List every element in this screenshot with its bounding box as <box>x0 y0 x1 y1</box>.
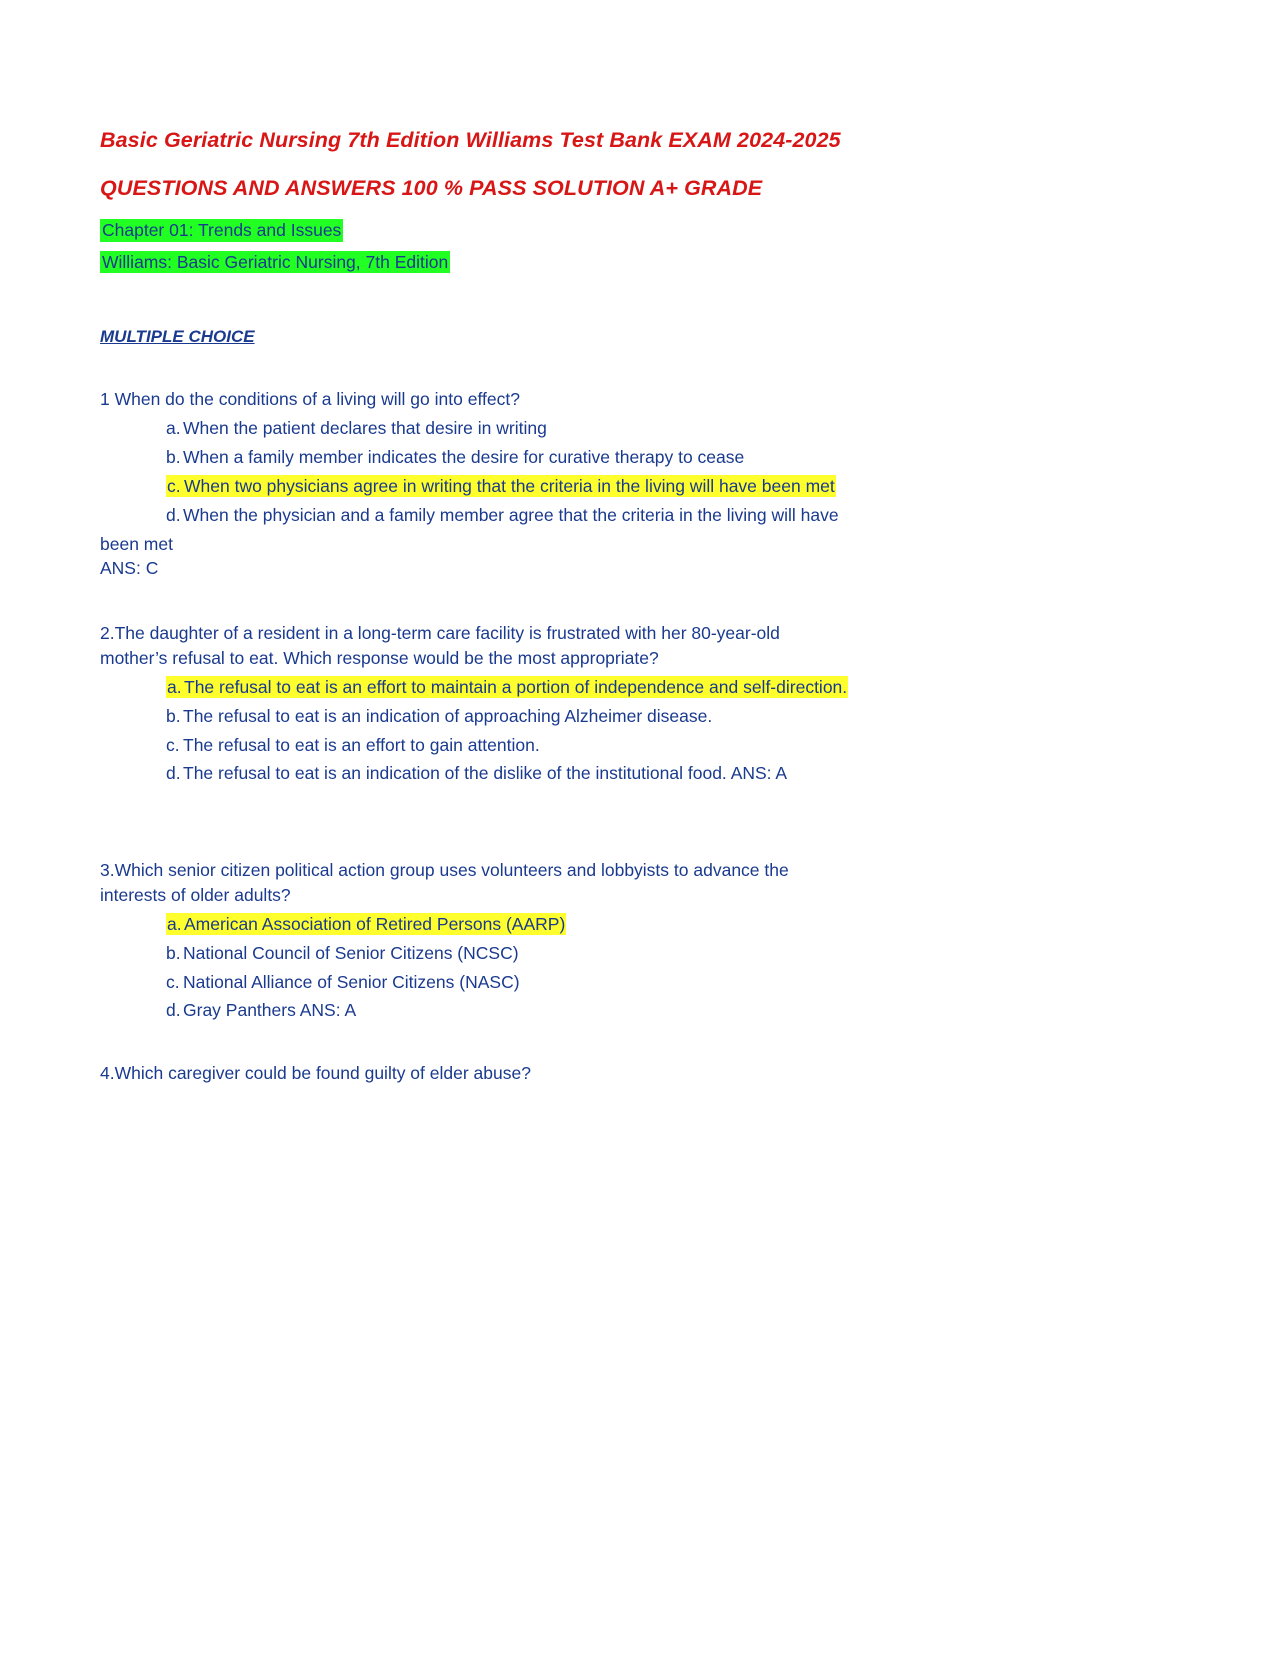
choice-continuation: been met <box>100 533 173 554</box>
choice-option <box>100 445 1180 470</box>
choice-letter: c. <box>166 734 180 755</box>
choice-option <box>100 941 1180 966</box>
question-stem-line-1: 3.Which senior citizen political action group uses volunteers and lobbyists to advance the <box>100 860 789 881</box>
choice-option <box>100 503 1180 528</box>
section-label-multiple-choice: MULTIPLE CHOICE <box>100 327 255 347</box>
book-edition-row <box>100 251 1180 274</box>
choice-text: The refusal to eat is an indication of approaching Alzheimer disease. <box>183 705 713 726</box>
book-edition: Williams: Basic Geriatric Nursing, 7th Edition <box>102 251 449 272</box>
choice-letter: d. <box>166 763 181 784</box>
choice-option <box>100 416 1180 441</box>
choice-letter: b. <box>166 446 181 467</box>
choice-text: The refusal to eat is an effort to maintain a portion of independence and self-direction. <box>184 676 848 697</box>
document-title-line-2: QUESTIONS AND ANSWERS 100 % PASS SOLUTION A+ GRADE <box>100 175 763 200</box>
choice-text: The refusal to eat is an effort to gain attention. <box>183 734 540 755</box>
chapter-heading-row <box>100 219 1180 242</box>
choice-text: The refusal to eat is an indication of the dislike of the institutional food. ANS: A <box>183 763 788 784</box>
choice-option-correct <box>100 675 1180 700</box>
choice-text: Gray Panthers ANS: A <box>183 1000 357 1021</box>
question-stem-line-2: interests of older adults? <box>100 885 291 906</box>
question-block-4 <box>100 1061 1180 1086</box>
choice-text: National Council of Senior Citizens (NCSC) <box>183 942 519 963</box>
question-block-3 <box>100 858 1180 1023</box>
question-stem: 4.Which caregiver could be found guilty of elder abuse? <box>100 1063 531 1084</box>
choice-letter: b. <box>166 705 181 726</box>
choice-option-correct <box>100 474 1180 499</box>
choice-text: American Association of Retired Persons (AARP) <box>184 913 566 934</box>
answer-key: ANS: C <box>100 558 159 579</box>
question-block-1 <box>100 387 1180 581</box>
choice-option-correct <box>100 912 1180 937</box>
choice-letter: a. <box>167 913 182 934</box>
choice-option <box>100 733 1180 758</box>
chapter-heading: Chapter 01: Trends and Issues <box>102 220 342 240</box>
choice-text: When the physician and a family member agree that the criteria in the living will have <box>183 504 839 525</box>
choice-text: When a family member indicates the desire for curative therapy to cease <box>183 446 745 467</box>
choice-letter: a. <box>167 676 182 697</box>
question-stem-line-1: 2.The daughter of a resident in a long-term care facility is frustrated with her 80-year-old <box>100 623 780 644</box>
choice-option <box>100 704 1180 729</box>
choice-letter: c. <box>166 971 180 992</box>
choice-option <box>100 970 1180 995</box>
choice-option <box>100 998 1180 1023</box>
document-title-line-1: Basic Geriatric Nursing 7th Edition Williams Test Bank EXAM 2024-2025 <box>100 128 841 152</box>
choice-letter: c. <box>167 475 181 496</box>
question-block-2 <box>100 621 1180 786</box>
question-stem-line-2: mother’s refusal to eat. Which response would be the most appropriate? <box>100 648 659 669</box>
choice-letter: a. <box>166 418 181 439</box>
question-stem: 1 When do the conditions of a living will go into effect? <box>100 389 520 410</box>
choice-option <box>100 761 1180 786</box>
choice-letter: d. <box>166 504 181 525</box>
choice-letter: b. <box>166 942 181 963</box>
choice-letter: d. <box>166 1000 181 1021</box>
choice-text: When two physicians agree in writing that the criteria in the living will have been met <box>184 475 835 496</box>
choice-text: When the patient declares that desire in writing <box>183 418 547 439</box>
choice-text: National Alliance of Senior Citizens (NASC) <box>183 971 520 992</box>
